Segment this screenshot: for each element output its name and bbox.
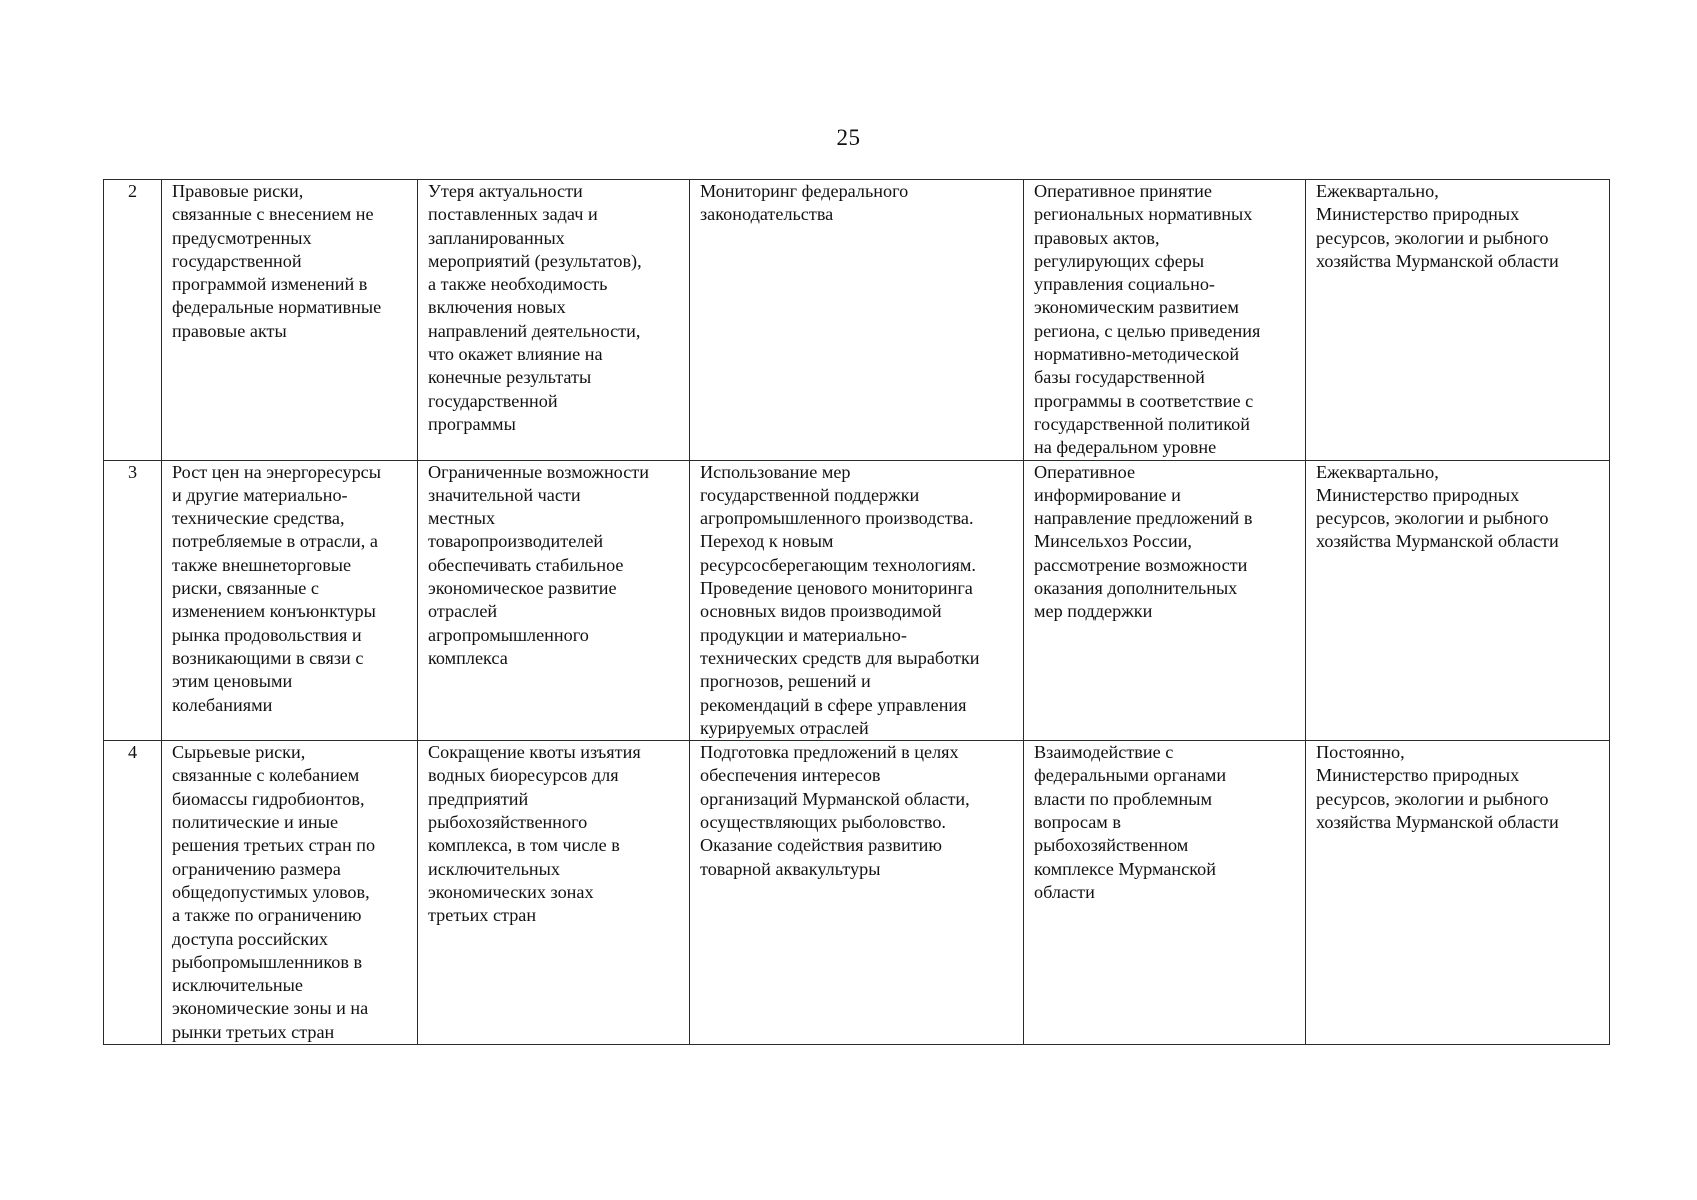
- risk-description: Сырьевые риски, связанные с колебанием биомассы гидробионтов, политические и иные решения третьих стран по ограничению размера общедопустимых уловов, а также по ограничению доступа российских рыбопромышленников в исключительные экономические зоны и на рынки третьих стран: [162, 741, 418, 1045]
- table-row: [104, 741, 1610, 1045]
- response-actions: Оперативное информирование и направление предложений в Минсельхоз России, рассмотрение возможности оказания дополнительных мер поддержки: [1024, 460, 1306, 741]
- page-number: 25: [836, 125, 861, 150]
- table-row: [104, 460, 1610, 741]
- responsible-party: Постоянно, Министерство природных ресурсов, экологии и рыбного хозяйства Мурманской области: [1306, 741, 1610, 1045]
- response-actions: Взаимодействие с федеральными органами власти по проблемным вопросам в рыбохозяйственном комплексе Мурманской области: [1024, 741, 1306, 1045]
- table-row: [104, 180, 1610, 461]
- risk-table: [103, 179, 1610, 1045]
- response-actions: Оперативное принятие региональных нормативных правовых актов, регулирующих сферы управления социально- экономическим развитием региона, с целью приведения нормативно-методической базы государственной программы в соответствие с государственной политикой на федеральном уровне: [1024, 180, 1306, 461]
- row-number: 4: [104, 741, 162, 1045]
- responsible-party: Ежеквартально, Министерство природных ресурсов, экологии и рыбного хозяйства Мурманской области: [1306, 180, 1610, 461]
- mitigation-measures: Использование мер государственной поддержки агропромышленного производства. Переход к новым ресурсосберегающим технологиям. Проведение ценового мониторинга основных видов производимой продукции и материально- технических средств для выработки прогнозов, решений и рекомендаций в сфере управления курируемых отраслей: [690, 460, 1024, 741]
- risk-description: Правовые риски, связанные с внесением не предусмотренных государственной программой изменений в федеральные нормативные правовые акты: [162, 180, 418, 461]
- row-number: 2: [104, 180, 162, 461]
- risk-description: Рост цен на энергоресурсы и другие материально- технические средства, потребляемые в отрасли, а также внешнеторговые риски, связанные с изменением конъюнктуры рынка продовольствия и возникающими в связи с этим ценовыми колебаниями: [162, 460, 418, 741]
- risk-consequence: Утеря актуальности поставленных задач и запланированных мероприятий (результатов), а также необходимость включения новых направлений деятельности, что окажет влияние на конечные результаты государственной программы: [418, 180, 690, 461]
- responsible-party: Ежеквартально, Министерство природных ресурсов, экологии и рыбного хозяйства Мурманской области: [1306, 460, 1610, 741]
- mitigation-measures: Мониторинг федерального законодательства: [690, 180, 1024, 461]
- mitigation-measures: Подготовка предложений в целях обеспечения интересов организаций Мурманской области, осуществляющих рыболовство. Оказание содействия развитию товарной аквакультуры: [690, 741, 1024, 1045]
- row-number: 3: [104, 460, 162, 741]
- risk-consequence: Ограниченные возможности значительной части местных товаропроизводителей обеспечивать стабильное экономическое развитие отраслей агропромышленного комплекса: [418, 460, 690, 741]
- risk-consequence: Сокращение квоты изъятия водных биоресурсов для предприятий рыбохозяйственного комплекса, в том числе в исключительных экономических зонах третьих стран: [418, 741, 690, 1045]
